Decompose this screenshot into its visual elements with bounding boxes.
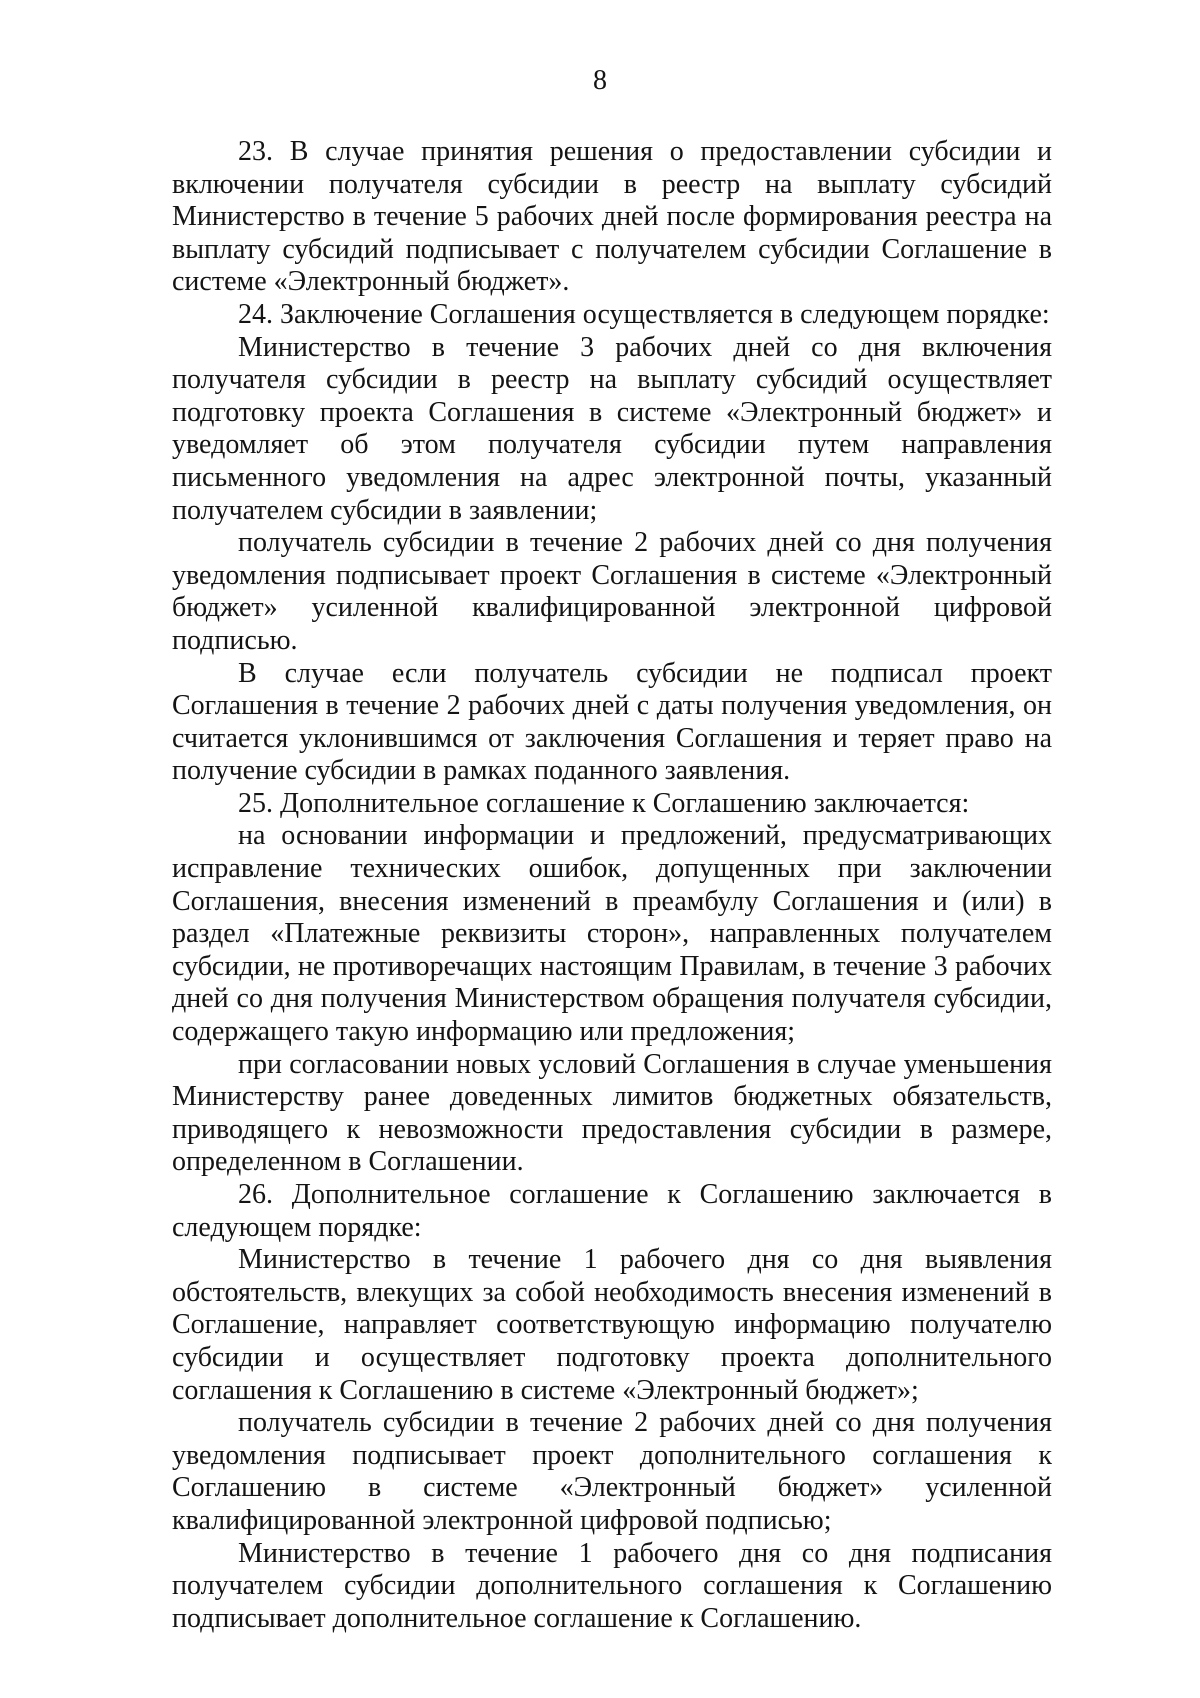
paragraph-23: 23. В случае принятия решения о предоставлении субсидии и включении получателя субсидии в реестр на выплату субсидий Министерство в течение 5 рабочих дней после формирования реестра на выплату субсидий подписывает с получателем субсидии Соглашение в системе «Электронный бюджет». xyxy=(172,136,1052,298)
paragraph-26-ministry: Министерство в течение 1 рабочего дня со дня выявления обстоятельств, влекущих за собой необходимость внесения изменений в Соглашение, направляет соответствующую информацию получателю субсидии и осуществляет подготовку проекта дополнительного соглашения к Соглашению в системе «Электронный бюджет»; xyxy=(172,1244,1052,1406)
paragraph-25-corrections: на основании информации и предложений, предусматривающих исправление технических ошибок, допущенных при заключении Соглашения, внесения изменений в преамбулу Соглашения и (или) в раздел «Платежные реквизиты сторон», направленных получателем субсидии, не противоречащих настоящим Правилам, в течение 3 рабочих дней со дня получения Министерством обращения получателя субсидии, содержащего такую информацию или предложения; xyxy=(172,820,1052,1048)
paragraph-26: 26. Дополнительное соглашение к Соглашению заключается в следующем порядке: xyxy=(172,1179,1052,1243)
paragraph-26-signing: Министерство в течение 1 рабочего дня со дня подписания получателем субсидии дополнительного соглашения к Соглашению подписывает дополнительное соглашение к Соглашению. xyxy=(172,1537,1052,1634)
paragraph-24-ministry: Министерство в течение 3 рабочих дней со дня включения получателя субсидии в реестр на выплату субсидий осуществляет подготовку проекта Соглашения в системе «Электронный бюджет» и уведомляет об этом получателя субсидии путем направления письменного уведомления на адрес электронной почты, указанный получателем субсидии в заявлении; xyxy=(172,331,1052,526)
paragraph-24-evasion: В случае если получатель субсидии не подписал проект Соглашения в течение 2 рабочих дней с даты получения уведомления, он считается уклонившимся от заключения Соглашения и теряет право на получение субсидии в рамках поданного заявления. xyxy=(172,657,1052,787)
page-number: 8 xyxy=(593,65,607,96)
paragraph-24-recipient: получатель субсидии в течение 2 рабочих дней со дня получения уведомления подписывает проект Соглашения в системе «Электронный бюджет» усиленной квалифицированной электронной цифровой подписью. xyxy=(172,527,1052,656)
paragraph-24: 24. Заключение Соглашения осуществляется в следующем порядке: xyxy=(238,298,1050,330)
paragraph-26-recipient: получатель субсидии в течение 2 рабочих дней со дня получения уведомления подписывает проект дополнительного соглашения к Соглашению в системе «Электронный бюджет» усиленной квалифицированной электронной цифровой подписью; xyxy=(172,1407,1052,1536)
paragraph-25: 25. Дополнительное соглашение к Соглашению заключается: xyxy=(238,787,970,819)
document-body xyxy=(172,136,1052,1635)
paragraph-25-new-terms: при согласовании новых условий Соглашения в случае уменьшения Министерству ранее доведенных лимитов бюджетных обязательств, приводящего к невозможности предоставления субсидии в размере, определенном в Соглашении. xyxy=(172,1048,1052,1178)
